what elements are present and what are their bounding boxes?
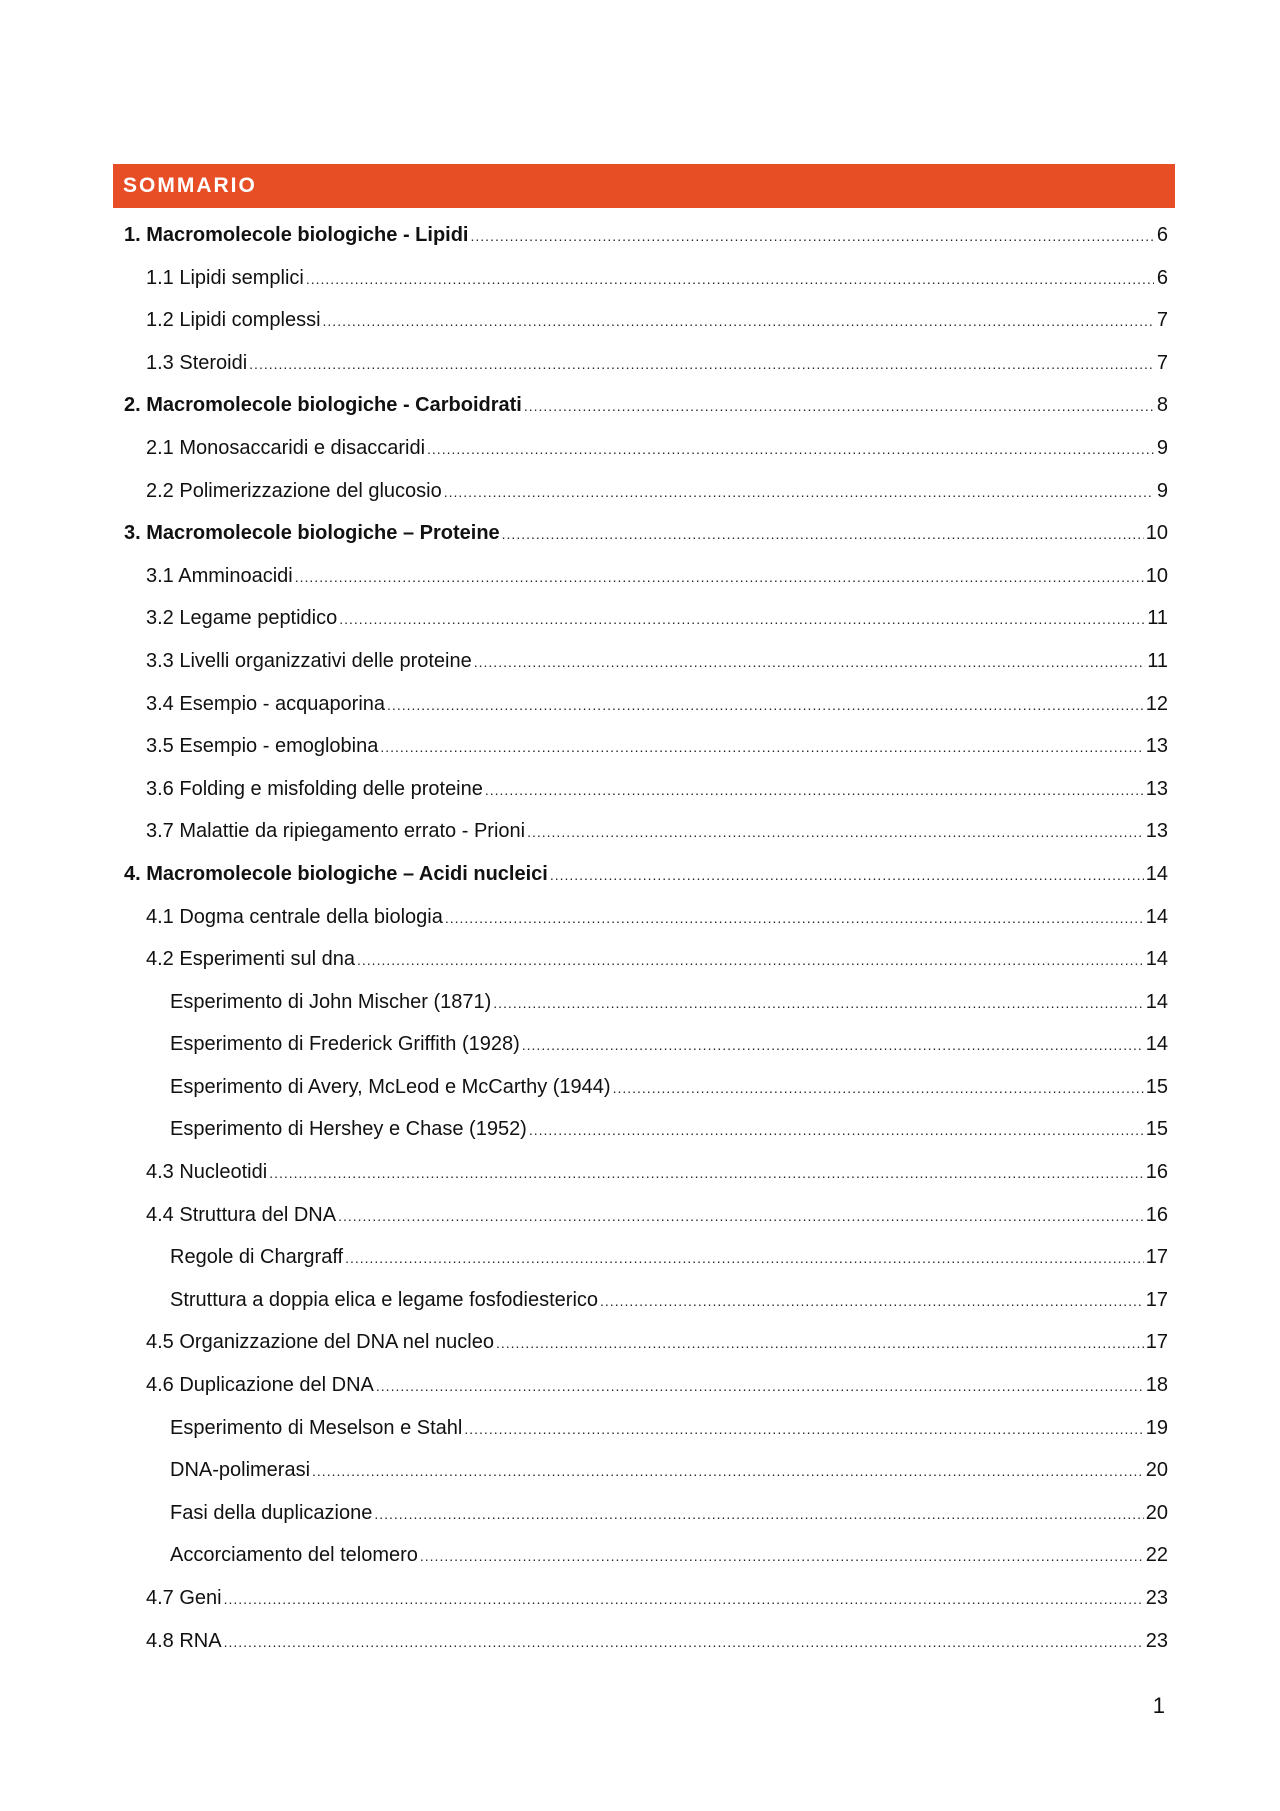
toc-entry-label: 4.2 Esperimenti sul dna xyxy=(146,948,356,971)
toc-dot-leader xyxy=(306,258,1154,301)
toc-dot-leader xyxy=(550,854,1144,897)
toc-entry-page-number: 14 xyxy=(1145,990,1168,1013)
toc-entry-label: 3. Macromolecole biologiche – Proteine xyxy=(124,522,500,545)
toc-entry-label: 1.3 Steroidi xyxy=(146,351,248,374)
toc-entry-page-number: 10 xyxy=(1145,564,1168,587)
toc-dot-leader xyxy=(524,385,1154,428)
toc-entry-label: 1.1 Lipidi semplici xyxy=(146,266,304,289)
toc-entry-label: 2. Macromolecole biologiche - Carboidrati xyxy=(124,394,522,417)
toc-dot-leader xyxy=(374,1493,1143,1536)
toc-entry-label: Esperimento di Avery, McLeod e McCarthy (1944) xyxy=(170,1075,611,1098)
toc-entry[interactable] xyxy=(120,725,1168,768)
toc-dot-leader xyxy=(527,811,1144,854)
toc-entry-page-number: 17 xyxy=(1145,1331,1168,1354)
toc-entry[interactable] xyxy=(120,1194,1168,1237)
toc-entry[interactable] xyxy=(120,1023,1168,1066)
toc-entry-page-number: 14 xyxy=(1145,862,1168,885)
toc-dot-leader xyxy=(269,1152,1144,1195)
toc-entry-label: Esperimento di Frederick Griffith (1928) xyxy=(170,1033,520,1056)
toc-entry[interactable] xyxy=(120,299,1168,342)
toc-entry[interactable] xyxy=(120,810,1168,853)
toc-entry-page-number: 13 xyxy=(1145,777,1168,800)
toc-entry-page-number: 15 xyxy=(1145,1075,1168,1098)
toc-entry[interactable] xyxy=(120,1151,1168,1194)
toc-entry-page-number: 9 xyxy=(1156,436,1168,459)
toc-entry[interactable] xyxy=(120,470,1168,513)
toc-entry-label: 3.3 Livelli organizzativi delle proteine xyxy=(146,649,472,672)
toc-entry-label: 2.2 Polimerizzazione del glucosio xyxy=(146,479,442,502)
toc-dot-leader xyxy=(420,1535,1144,1578)
toc-dot-leader xyxy=(387,684,1144,727)
toc-entry[interactable] xyxy=(120,1407,1168,1450)
toc-entry-page-number: 15 xyxy=(1145,1118,1168,1141)
toc-entry-page-number: 13 xyxy=(1145,820,1168,843)
toc-entry-label: 4.4 Struttura del DNA xyxy=(146,1203,337,1226)
toc-entry[interactable] xyxy=(120,683,1168,726)
toc-entry[interactable] xyxy=(120,384,1168,427)
toc-dot-leader xyxy=(427,428,1154,471)
toc-entry-label: 4. Macromolecole biologiche – Acidi nucleici xyxy=(124,862,548,885)
toc-entry-page-number: 14 xyxy=(1145,948,1168,971)
toc-dot-leader xyxy=(339,598,1145,641)
toc-entry-label: 4.1 Dogma centrale della biologia xyxy=(146,905,443,928)
toc-entry-label: 3.7 Malattie da ripiegamento errato - Prioni xyxy=(146,820,526,843)
toc-dot-leader xyxy=(323,300,1154,343)
toc-dot-leader xyxy=(312,1450,1144,1493)
toc-entry-page-number: 23 xyxy=(1145,1629,1168,1652)
toc-dot-leader xyxy=(493,982,1143,1025)
toc-dot-leader xyxy=(485,769,1144,812)
toc-dot-leader xyxy=(444,471,1154,514)
toc-entry-page-number: 8 xyxy=(1156,394,1168,417)
toc-header-bar xyxy=(113,164,1175,208)
toc-entry-page-number: 23 xyxy=(1145,1587,1168,1609)
toc-dot-leader xyxy=(380,726,1143,769)
toc-entry[interactable] xyxy=(120,1364,1168,1407)
toc-entry-page-number: 7 xyxy=(1156,351,1168,374)
toc-entry-page-number: 19 xyxy=(1145,1416,1168,1439)
toc-entry-page-number: 20 xyxy=(1145,1501,1168,1524)
toc-entry-label: 4.7 Geni xyxy=(146,1587,222,1609)
toc-entry[interactable] xyxy=(120,555,1168,598)
toc-entry-page-number: 11 xyxy=(1147,649,1168,672)
toc-dot-leader xyxy=(529,1109,1144,1152)
toc-entry-label: DNA-polimerasi xyxy=(170,1459,311,1482)
toc-entry-label: 3.6 Folding e misfolding delle proteine xyxy=(146,777,483,800)
toc-entry-label: Struttura a doppia elica e legame fosfodiesterico xyxy=(170,1288,599,1311)
toc-entry-page-number: 14 xyxy=(1145,905,1168,928)
toc-entry-label: 1. Macromolecole biologiche - Lipidi xyxy=(124,224,469,246)
toc-entry-page-number: 9 xyxy=(1156,479,1168,502)
toc-entry[interactable] xyxy=(120,597,1168,640)
toc-entry[interactable] xyxy=(120,1492,1168,1535)
toc-dot-leader xyxy=(357,939,1144,982)
toc-entry-label: Esperimento di John Mischer (1871) xyxy=(170,990,492,1013)
toc-entry-page-number: 14 xyxy=(1145,1033,1168,1056)
page-number: 1 xyxy=(1152,1693,1165,1718)
toc-list xyxy=(120,214,1168,1662)
toc-title: SOMMARIO xyxy=(123,174,257,197)
toc-dot-leader xyxy=(345,1237,1144,1280)
toc-entry-label: 3.1 Amminoacidi xyxy=(146,564,293,587)
toc-dot-leader xyxy=(224,1621,1144,1664)
toc-entry[interactable] xyxy=(120,640,1168,683)
toc-entry[interactable] xyxy=(120,1108,1168,1151)
toc-entry[interactable] xyxy=(120,512,1168,555)
toc-entry-label: 4.3 Nucleotidi xyxy=(146,1161,268,1184)
toc-entry[interactable] xyxy=(120,981,1168,1024)
toc-entry[interactable] xyxy=(120,1620,1168,1663)
toc-entry-label: 4.5 Organizzazione del DNA nel nucleo xyxy=(146,1331,494,1354)
toc-entry[interactable] xyxy=(120,1236,1168,1279)
toc-entry-page-number: 10 xyxy=(1145,522,1168,545)
toc-entry[interactable] xyxy=(120,214,1168,257)
toc-entry-label: 1.2 Lipidi complessi xyxy=(146,309,321,332)
toc-dot-leader xyxy=(224,1578,1144,1621)
toc-entry-page-number: 17 xyxy=(1145,1288,1168,1311)
toc-entry-page-number: 13 xyxy=(1145,735,1168,758)
toc-dot-leader xyxy=(376,1365,1144,1408)
toc-entry-label: 3.4 Esempio - acquaporina xyxy=(146,692,386,715)
toc-entry[interactable] xyxy=(120,768,1168,811)
toc-dot-leader xyxy=(522,1024,1144,1067)
toc-entry-page-number: 12 xyxy=(1145,692,1168,715)
toc-dot-leader xyxy=(613,1067,1144,1110)
toc-entry-label: 4.8 RNA xyxy=(146,1629,222,1652)
toc-entry-label: Esperimento di Meselson e Stahl xyxy=(170,1416,463,1439)
toc-entry[interactable] xyxy=(120,1279,1168,1322)
toc-dot-leader xyxy=(445,897,1144,940)
toc-entry[interactable] xyxy=(120,853,1168,896)
toc-entry[interactable] xyxy=(120,1066,1168,1109)
toc-entry-page-number: 16 xyxy=(1145,1203,1168,1226)
toc-dot-leader xyxy=(249,343,1154,386)
toc-dot-leader xyxy=(338,1195,1144,1238)
toc-entry[interactable] xyxy=(120,1534,1168,1577)
toc-dot-leader xyxy=(464,1408,1143,1451)
toc-entry-label: Accorciamento del telomero xyxy=(170,1544,418,1567)
toc-entry[interactable] xyxy=(120,427,1168,470)
toc-entry-page-number: 22 xyxy=(1145,1544,1168,1567)
toc-entry-label: Regole di Chargraff xyxy=(170,1246,344,1269)
toc-entry[interactable] xyxy=(120,896,1168,939)
toc-entry-label: 3.5 Esempio - emoglobina xyxy=(146,735,379,758)
toc-entry[interactable] xyxy=(120,1321,1168,1364)
toc-entry[interactable] xyxy=(120,938,1168,981)
toc-entry-page-number: 6 xyxy=(1156,266,1168,289)
toc-entry-page-number: 11 xyxy=(1147,607,1168,630)
toc-entry-page-number: 6 xyxy=(1156,224,1168,246)
toc-entry-label: Fasi della duplicazione xyxy=(170,1501,373,1524)
toc-entry-page-number: 18 xyxy=(1145,1374,1168,1397)
toc-entry-page-number: 17 xyxy=(1145,1246,1168,1269)
toc-entry[interactable] xyxy=(120,1577,1168,1620)
toc-entry[interactable] xyxy=(120,1449,1168,1492)
toc-dot-leader xyxy=(295,556,1144,599)
toc-entry[interactable] xyxy=(120,342,1168,385)
toc-entry-page-number: 20 xyxy=(1145,1459,1168,1482)
toc-entry-label: 4.6 Duplicazione del DNA xyxy=(146,1374,374,1397)
toc-dot-leader xyxy=(474,641,1145,684)
toc-dot-leader xyxy=(496,1322,1144,1365)
toc-entry-page-number: 7 xyxy=(1156,309,1168,332)
toc-entry-label: Esperimento di Hershey e Chase (1952) xyxy=(170,1118,527,1141)
toc-dot-leader xyxy=(502,513,1144,556)
toc-entry-label: 3.2 Legame peptidico xyxy=(146,607,338,630)
toc-dot-leader xyxy=(471,215,1155,258)
toc-dot-leader xyxy=(600,1280,1144,1323)
toc-entry-label: 2.1 Monosaccaridi e disaccaridi xyxy=(146,436,426,459)
toc-entry[interactable] xyxy=(120,257,1168,300)
toc-entry-page-number: 16 xyxy=(1145,1161,1168,1184)
